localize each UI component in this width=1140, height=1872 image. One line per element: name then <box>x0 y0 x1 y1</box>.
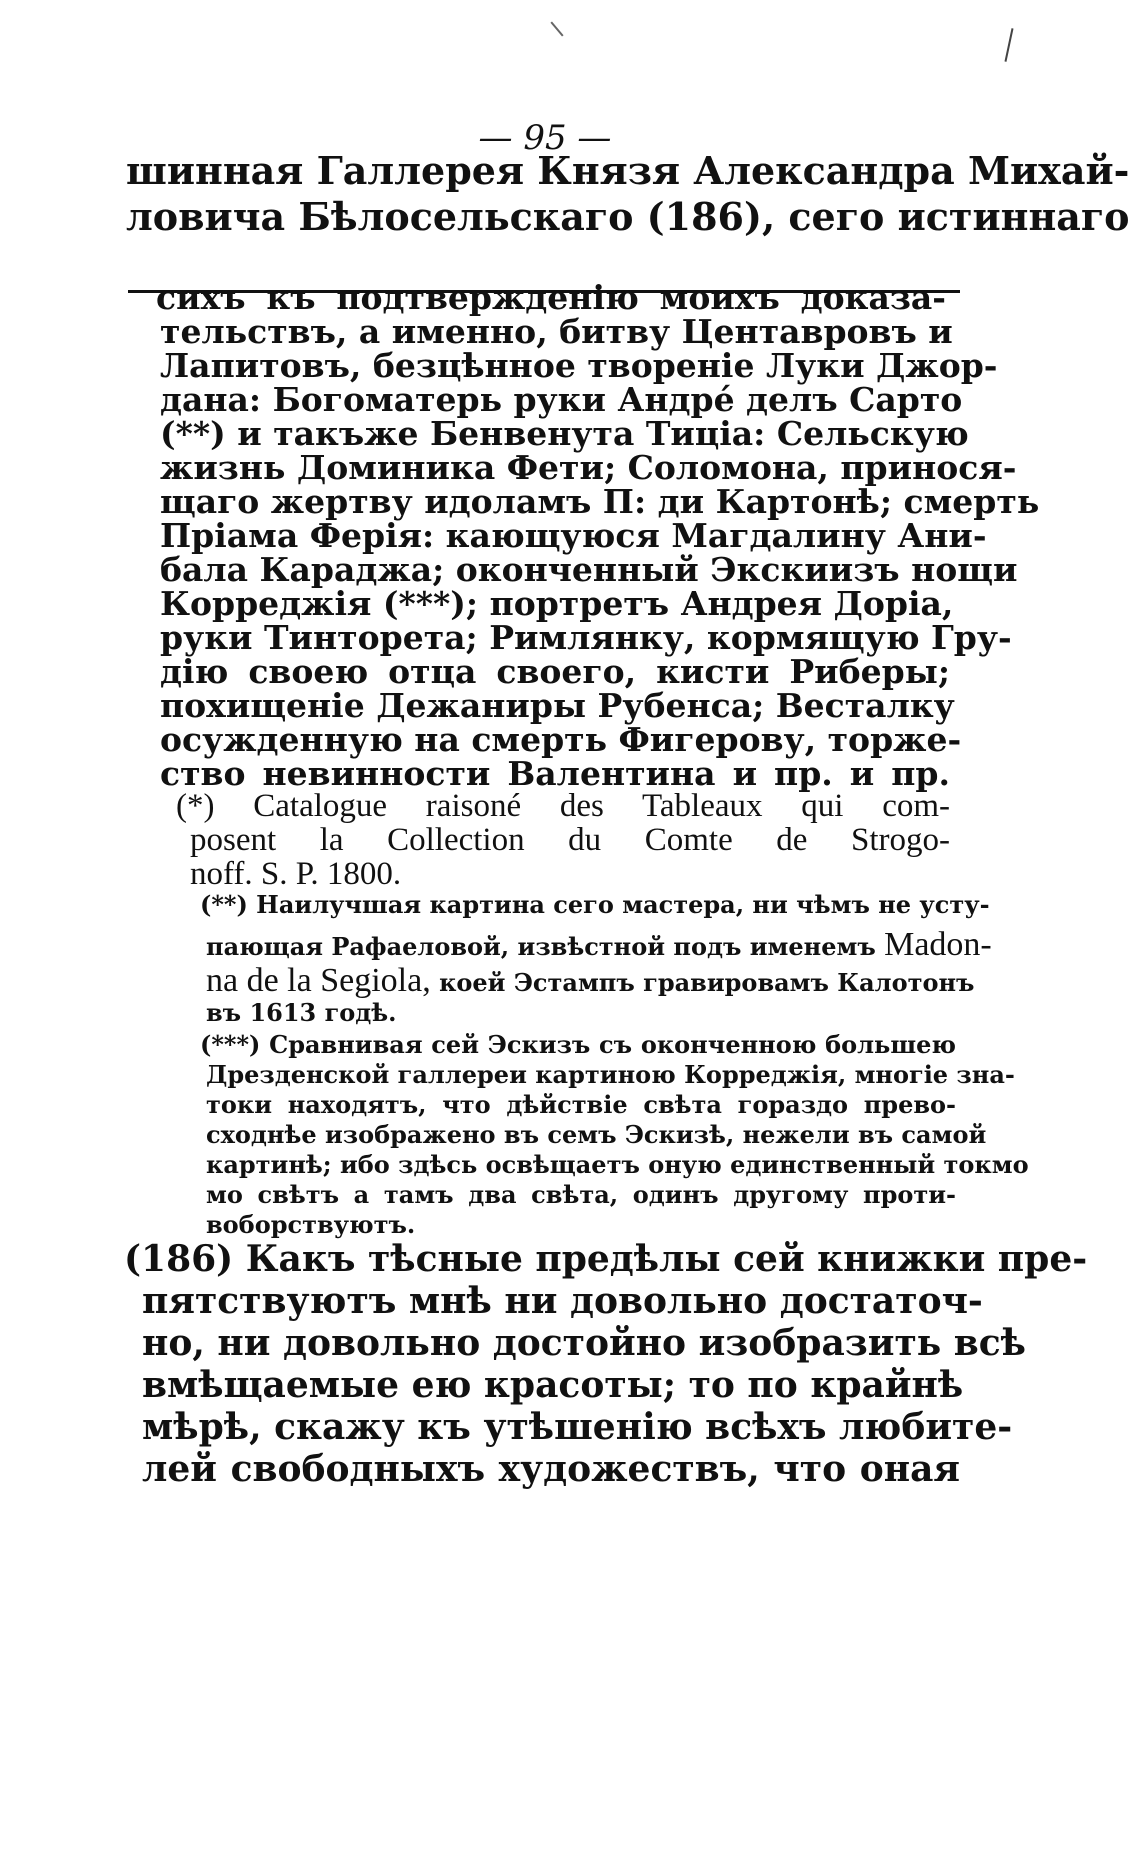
note-star-line: тельствъ, а именно, битву Центавровъ и <box>160 312 953 351</box>
note-triple-star-line: воборствуютъ. <box>206 1210 416 1239</box>
note-triple-star-line: мо свѣтъ а тамъ два свѣта, одинъ другому проти- <box>206 1180 956 1209</box>
note-star-line: руки Тинторета; Римлянку, кормящую Гру- <box>160 618 1012 657</box>
note-star-line: ство невинности Валентина и пр. и пр. <box>160 754 950 793</box>
note-186-line: (186) Какъ тѣсные предѣлы сей книжки пре- <box>124 1238 1088 1280</box>
main-text-line-1: шинная Галлерея Князя Александра Михай- <box>126 148 1130 193</box>
catalogue-note-line: noff. S. P. 1800. <box>190 856 402 892</box>
note-star-line: щаго жертву идоламъ П: ди Картонѣ; смерть <box>160 482 1040 521</box>
note-star-line: (**) и такъже Бенвенута Тиціа: Сельскую <box>160 414 969 453</box>
page-number: — 95 — <box>478 118 612 158</box>
note-star-line: осужденную на смерть Фигерову, торже- <box>160 720 962 759</box>
note-star-line: жизнь Доминика Фети; Соломона, принося- <box>160 448 1017 487</box>
catalogue-note-line: posent la Collection du Comte de Strogo- <box>190 822 950 858</box>
note-186-line: лей свободныхъ художествъ, что оная <box>142 1448 960 1490</box>
catalogue-note-line: (*) Catalogue raisoné des Tableaux qui com- <box>176 788 950 824</box>
note-triple-star-line: картинѣ; ибо здѣсь освѣщаетъ оную единственный токмо <box>206 1150 1029 1179</box>
note-star-line: дана: Богоматерь руки Андрé делъ Сарто <box>160 380 963 419</box>
note-186-line: мѣрѣ, скажу къ утѣшенію всѣхъ любите- <box>142 1406 1013 1448</box>
note-double-star-line: (**) Наилучшая картина сего мастера, ни чѣмъ не усту- <box>200 890 990 919</box>
note-star-line: Корреджія (***); портретъ Андрея Доріа, <box>160 584 954 623</box>
note-triple-star-line: сходнѣе изображено въ семъ Эскизѣ, нежели въ самой <box>206 1120 987 1149</box>
note-186-line: но, ни довольно достойно изобразить всѣ <box>142 1322 1026 1364</box>
note-186-line: пятствуютъ мнѣ ни довольно достаточ- <box>142 1280 983 1322</box>
madonna-latin-text: Madon- <box>884 926 992 963</box>
note-double-star-line-3 <box>206 962 975 1000</box>
scan-mark <box>1004 28 1013 62</box>
note-star-line: бала Караджа; оконченный Экскиизъ нощи <box>160 550 1018 589</box>
note-triple-star-line: (***) Сравнивая сей Эскизъ съ оконченною большею <box>200 1030 956 1059</box>
note-triple-star-line: токи находятъ, что дѣйствіе свѣта гораздо прево- <box>206 1090 956 1119</box>
main-text-line-2: ловича Бѣлосельскаго (186), сего истиннаго <box>126 194 1130 239</box>
note-double-star-text: коей Эстампъ гравировамъ Калотонъ <box>439 968 975 997</box>
scan-mark <box>550 21 563 36</box>
note-star-line: Лапитовъ, безцѣнное твореніе Луки Джор- <box>160 346 998 385</box>
note-star-line: похищеніе Дежаниры Рубенса; Весталку <box>160 686 955 725</box>
note-star-line: дію своею отца своего, кисти Риберы; <box>160 652 950 691</box>
note-double-star-text: пающая Рафаеловой, извѣстной подъ именемъ <box>206 932 876 961</box>
note-triple-star-line: Дрезденской галлереи картиною Корреджія, многіе зна- <box>206 1060 1015 1089</box>
note-double-star-line-2 <box>206 926 992 964</box>
note-186-line: вмѣщаемые ею красоты; то по крайнѣ <box>142 1364 964 1406</box>
note-star-line: сихъ къ подтвержденію моихъ доказа- <box>156 278 946 317</box>
note-star-line: Пріама Ферія: кающуюся Магдалину Ани- <box>160 516 987 555</box>
note-double-star-line: въ 1613 годѣ. <box>206 998 397 1027</box>
segiola-latin-text: na de la Segiola, <box>206 962 431 999</box>
